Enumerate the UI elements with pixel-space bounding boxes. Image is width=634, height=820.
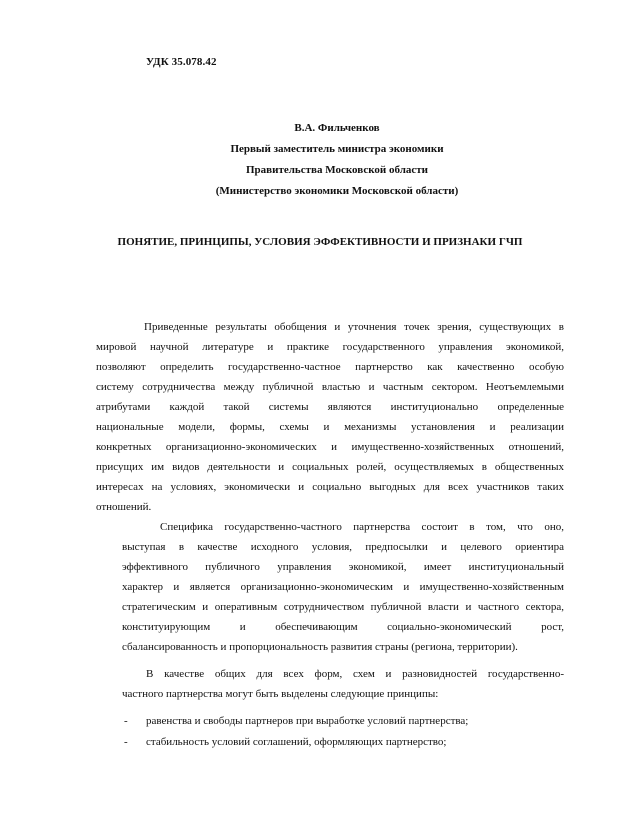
- author-name: В.А. Фильченков: [294, 122, 380, 134]
- text-line: характер и является организационно-экономическим и имущественно-хозяйственным: [122, 581, 564, 593]
- paragraph-3: [122, 664, 564, 704]
- list-item: [122, 732, 564, 753]
- text-line: конкретных организационно-экономических и имущественно-хозяйственных отношений,: [96, 441, 564, 453]
- text-line: мировой научной литературе и практике государственного управления экономикой,: [96, 341, 564, 353]
- author-government: Правительства Московской области: [246, 164, 428, 176]
- list-item-text: стабильность условий соглашений, оформляющих партнерство;: [146, 736, 447, 748]
- text-line: позволяют определить государственно-частное партнерство как качественно особую: [96, 361, 564, 373]
- text-line: сбалансированность и пропорциональность развития страны (региона, территории).: [122, 641, 518, 653]
- paragraph-1: [96, 317, 564, 517]
- text-line: В качестве общих для всех форм, схем и разновидностей государственно-: [146, 668, 564, 680]
- article-title: ПОНЯТИЕ, ПРИНЦИПЫ, УСЛОВИЯ ЭФФЕКТИВНОСТИ И ПРИЗНАКИ ГЧП: [117, 236, 523, 248]
- text-line: конституирующим и обеспечивающим социально-экономический рост,: [122, 621, 564, 633]
- text-line: Приведенные результаты обобщения и уточнения точек зрения, существующих в: [144, 321, 564, 333]
- udk-code: УДК 35.078.42: [146, 56, 217, 68]
- text-line: выступая в качестве исходного условия, предпосылки и целевого ориентира: [122, 541, 564, 553]
- principles-list: [122, 711, 564, 753]
- list-bullet: -: [124, 715, 128, 727]
- author-position: Первый заместитель министра экономики: [230, 143, 444, 155]
- list-bullet: -: [124, 736, 128, 748]
- text-line: систему сотрудничества между публичной властью и частным сектором. Неотъемлемыми: [96, 381, 564, 393]
- list-item-text: равенства и свободы партнеров при выработке условий партнерства;: [146, 715, 469, 727]
- text-line: Специфика государственно-частного партнерства состоит в том, что оно,: [160, 521, 564, 533]
- text-line: частного партнерства могут быть выделены следующие принципы:: [122, 688, 439, 700]
- list-item: [122, 711, 564, 732]
- text-line: стратегическим и оперативным сотрудничеством публичной власти и частного сектора,: [122, 601, 564, 613]
- author-ministry: (Министерство экономики Московской области): [215, 185, 459, 197]
- text-line: национальные модели, формы, схемы и механизмы установления и реализации: [96, 421, 564, 433]
- text-line: присущих им видов деятельности и социальных ролей, осуществляемых в общественных: [96, 461, 564, 473]
- paragraph-2: [122, 517, 564, 657]
- text-line: эффективного публичного управления экономикой, имеет институциональный: [122, 561, 564, 573]
- text-line: отношений.: [96, 501, 152, 513]
- text-line: атрибутами каждой такой системы являются институционально определенные: [96, 401, 564, 413]
- text-line: интересах на условиях, экономически и социально выгодных для всех участников таких: [96, 481, 564, 493]
- author-block: [120, 118, 554, 202]
